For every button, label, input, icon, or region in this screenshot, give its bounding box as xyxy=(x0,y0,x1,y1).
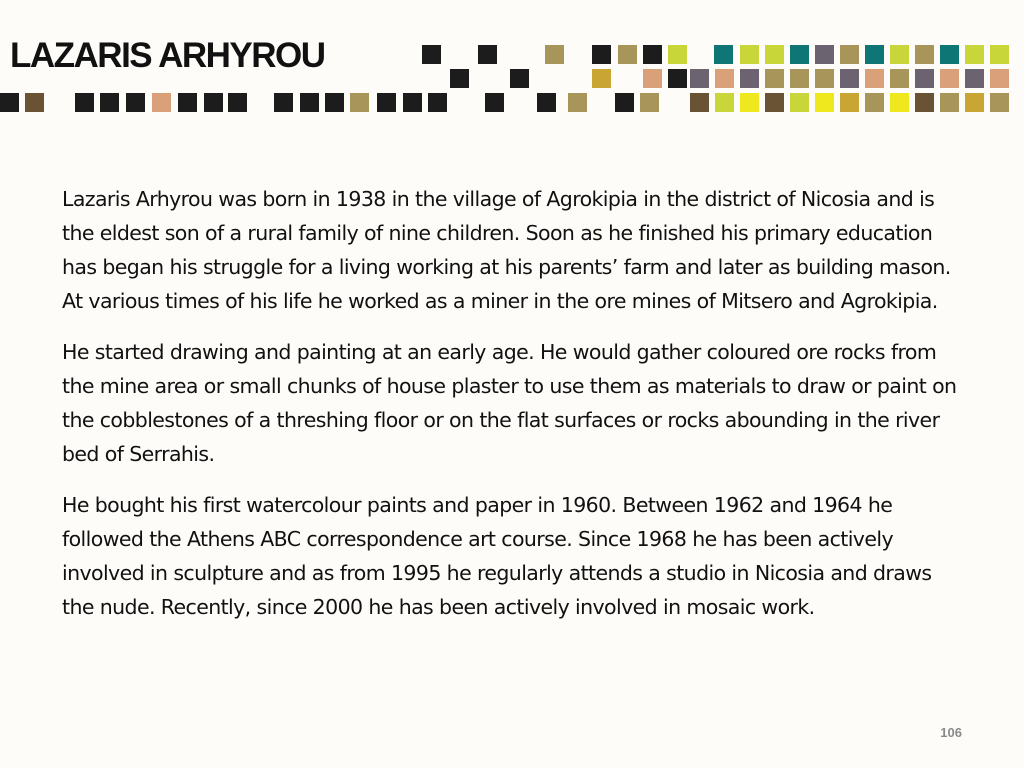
decorative-square xyxy=(715,93,734,112)
decorative-square xyxy=(765,45,784,64)
decorative-square xyxy=(715,69,734,88)
decorative-square xyxy=(965,69,984,88)
decorative-square xyxy=(75,93,94,112)
decorative-square xyxy=(568,93,587,112)
decorative-square xyxy=(815,93,834,112)
page-number: 106 xyxy=(940,725,962,740)
decorative-square xyxy=(965,45,984,64)
decorative-square xyxy=(643,45,662,64)
decorative-square xyxy=(510,69,529,88)
decorative-square xyxy=(300,93,319,112)
decorative-square xyxy=(377,93,396,112)
decorative-square xyxy=(965,93,984,112)
decorative-square xyxy=(668,45,687,64)
decorative-square xyxy=(640,93,659,112)
decorative-square xyxy=(690,93,709,112)
decorative-square xyxy=(428,93,447,112)
decorative-square xyxy=(0,93,19,112)
decorative-square xyxy=(840,93,859,112)
decorative-square xyxy=(350,93,369,112)
decorative-square xyxy=(204,93,223,112)
decorative-square xyxy=(668,69,687,88)
decorative-square xyxy=(865,45,884,64)
decorative-square xyxy=(545,45,564,64)
decorative-square xyxy=(990,69,1009,88)
decorative-square xyxy=(940,93,959,112)
decorative-square xyxy=(592,45,611,64)
decorative-square xyxy=(325,93,344,112)
decorative-square xyxy=(940,45,959,64)
decorative-square xyxy=(990,45,1009,64)
decorative-square xyxy=(865,69,884,88)
decorative-square xyxy=(178,93,197,112)
decorative-square xyxy=(915,93,934,112)
decorative-square xyxy=(890,69,909,88)
decorative-square xyxy=(815,69,834,88)
decorative-square xyxy=(615,93,634,112)
decorative-square xyxy=(403,93,422,112)
decorative-square xyxy=(915,69,934,88)
decorative-square xyxy=(485,93,504,112)
decorative-square xyxy=(865,93,884,112)
paragraph-2: He started drawing and painting at an early age. He would gather coloured ore rocks from the mine area or small chunks of house plaster to use them as materials to draw or paint on the cobblestones of a threshing floor or on the flat surfaces or rocks abounding in the river bed of Serrahis. xyxy=(62,340,957,466)
decorative-square xyxy=(714,45,733,64)
decorative-square xyxy=(790,69,809,88)
decorative-square xyxy=(790,45,809,64)
decorative-square xyxy=(152,93,171,112)
decorative-square xyxy=(25,93,44,112)
decorative-square xyxy=(815,45,834,64)
decorative-square xyxy=(915,45,934,64)
decorative-square xyxy=(690,69,709,88)
decorative-square xyxy=(740,93,759,112)
slide-body xyxy=(62,182,967,641)
decorative-square xyxy=(450,69,469,88)
decorative-square xyxy=(765,69,784,88)
decorative-square xyxy=(990,93,1009,112)
decorative-square xyxy=(890,45,909,64)
decorative-square xyxy=(537,93,556,112)
paragraph-3: He bought his first watercolour paints and paper in 1960. Between 1962 and 1964 he followed the Athens ABC correspondence art course. Since 1968 he has been actively involved in sculpture and as from 1995 he regularly attends a studio in Nicosia and draws the nude. Recently, since 2000 he has been actively involved in mosaic work. xyxy=(62,493,932,619)
decorative-square xyxy=(422,45,441,64)
decorative-square xyxy=(274,93,293,112)
decorative-square xyxy=(643,69,662,88)
decorative-square xyxy=(740,45,759,64)
decorative-square xyxy=(765,93,784,112)
decorative-square xyxy=(100,93,119,112)
decorative-square xyxy=(840,69,859,88)
decorative-square xyxy=(740,69,759,88)
decorative-square xyxy=(790,93,809,112)
decorative-square xyxy=(478,45,497,64)
decorative-square xyxy=(618,45,637,64)
slide-title: LAZARIS ARHYROU xyxy=(10,36,325,75)
decorative-square xyxy=(228,93,247,112)
decorative-square xyxy=(890,93,909,112)
decorative-square xyxy=(940,69,959,88)
decorative-square xyxy=(840,45,859,64)
decorative-square xyxy=(592,69,611,88)
decorative-square xyxy=(126,93,145,112)
paragraph-1: Lazaris Arhyrou was born in 1938 in the village of Agrokipia in the district of Nicosia and is the eldest son of a rural family of nine children. Soon as he finished his primary education has began his struggle for a living working at his parents’ farm and later as building mason. At various times of his life he worked as a miner in the ore mines of Mitsero and Agrokipia. xyxy=(62,187,951,313)
